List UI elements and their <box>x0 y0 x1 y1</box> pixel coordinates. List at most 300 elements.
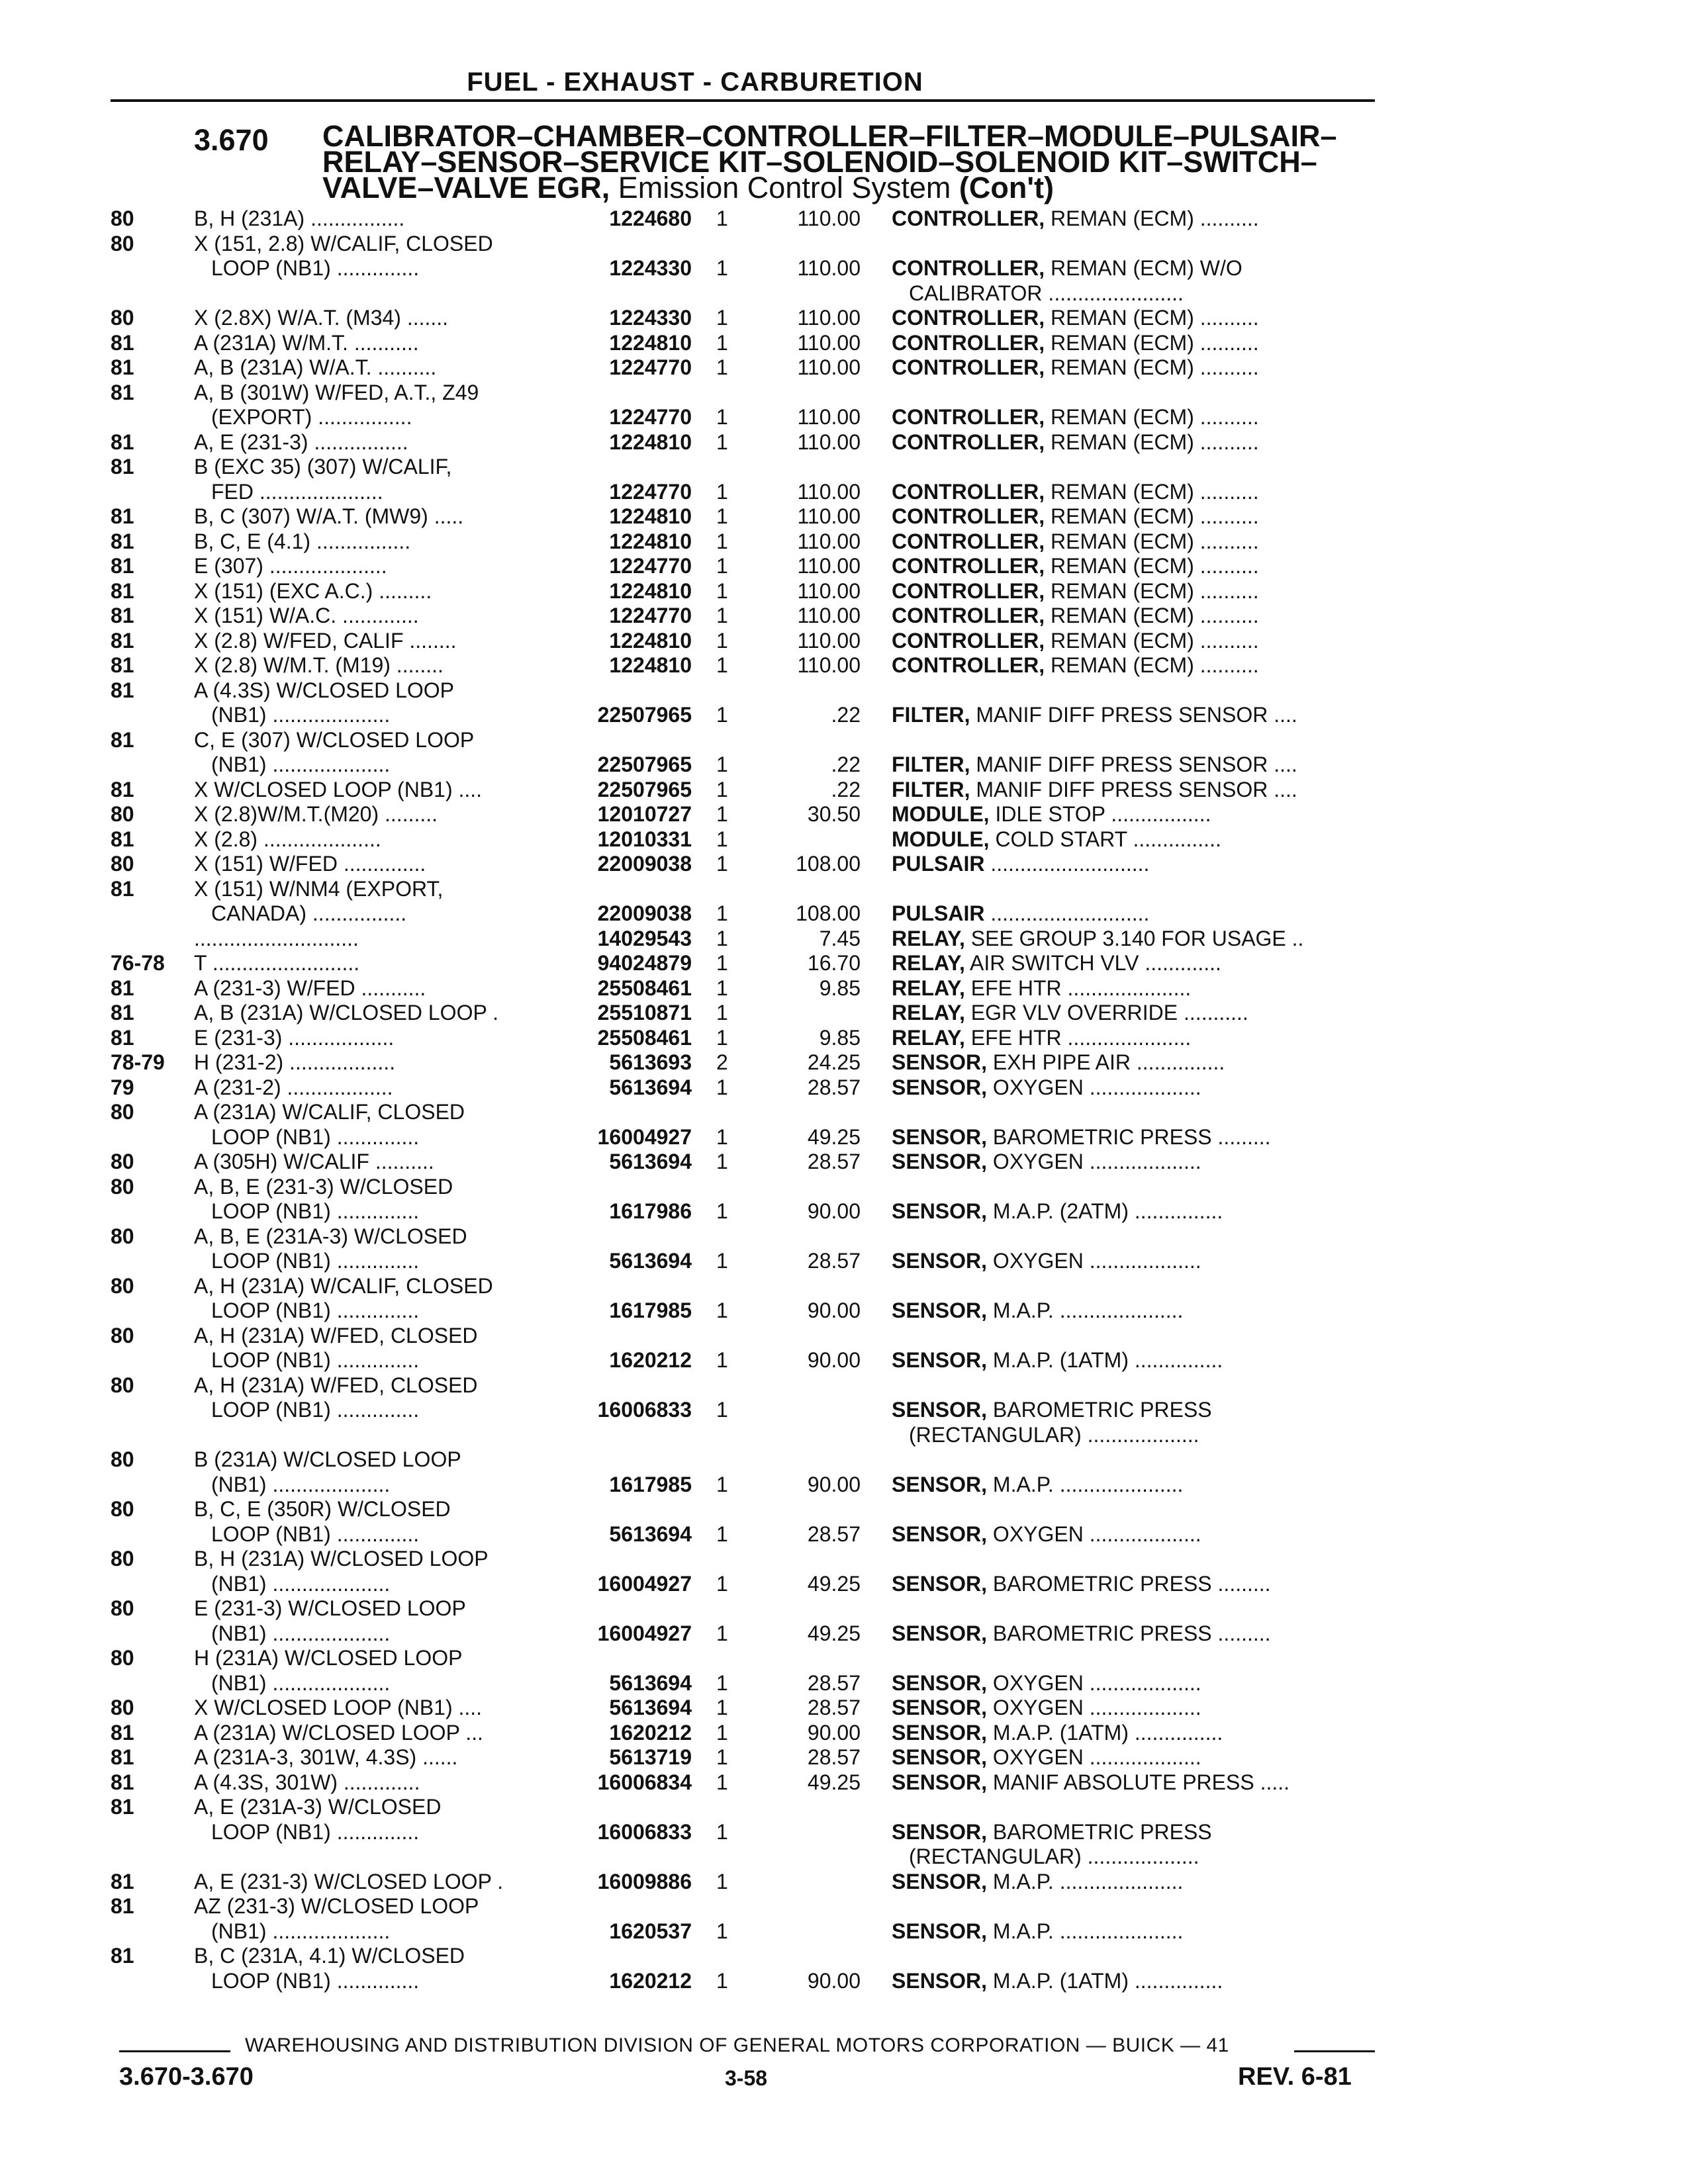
row-description-detail: OXYGEN ................... <box>987 1075 1201 1099</box>
row-description-detail: BAROMETRIC PRESS ......... <box>987 1571 1271 1596</box>
table-row <box>0 678 1390 704</box>
table-row <box>0 827 1390 852</box>
row-quantity: 1 <box>716 1720 728 1745</box>
row-model: X (2.8) W/M.T. (M19) ........ <box>194 653 444 677</box>
row-description-name: CONTROLLER, <box>892 256 1045 280</box>
row-price: 110.00 <box>797 554 861 578</box>
table-row <box>0 1100 1390 1125</box>
table-row <box>0 355 1390 381</box>
section-number: 3.670 <box>194 123 269 157</box>
row-description-name: FILTER, <box>892 777 970 801</box>
row-quantity: 1 <box>716 1150 728 1173</box>
row-quantity: 1 <box>716 554 728 578</box>
row-description-detail: REMAN (ECM) .......... <box>1045 355 1259 379</box>
row-model: (NB1) .................... <box>211 1472 391 1496</box>
row-price: 110.00 <box>797 479 861 504</box>
row-description <box>892 604 1372 628</box>
row-description-name: SENSOR, <box>892 1770 988 1794</box>
row-part-number: 12010331 <box>597 827 692 851</box>
row-description-detail: ........................... <box>984 901 1150 925</box>
section-title-line: CALIBRATOR–CHAMBER–CONTROLLER–FILTER–MODULE–PULSAIR– <box>322 119 1337 153</box>
row-description <box>892 1621 1372 1646</box>
row-description-name: SENSOR, <box>892 1249 988 1273</box>
row-description <box>892 306 1372 330</box>
row-description-name: RELAY, <box>892 976 965 1000</box>
row-model: A (231A-3, 301W, 4.3S) ...... <box>194 1745 458 1769</box>
row-description <box>892 1075 1372 1100</box>
row-price: 28.57 <box>807 1150 861 1173</box>
section-title-line: RELAY–SENSOR–SERVICE KIT–SOLENOID–SOLENOID KIT–SWITCH– <box>322 145 1317 179</box>
row-model: H (231-2) .................. <box>194 1050 396 1074</box>
table-row <box>0 256 1390 281</box>
row-model: A (4.3S) W/CLOSED LOOP <box>194 678 454 702</box>
row-model: E (231-3) .................. <box>194 1025 395 1050</box>
table-row <box>0 1026 1390 1051</box>
row-year: 81 <box>111 628 134 653</box>
row-model: A, E (231-3) W/CLOSED LOOP . <box>194 1869 504 1893</box>
row-part-number: 1224330 <box>609 256 692 280</box>
row-year: 80 <box>111 1373 134 1397</box>
row-year: 81 <box>111 876 134 901</box>
row-model: X (2.8) .................... <box>194 827 381 851</box>
row-part-number: 16004927 <box>597 1571 692 1596</box>
row-description <box>892 1572 1372 1596</box>
row-description-name: CONTROLLER, <box>892 355 1045 379</box>
row-part-number: 5613719 <box>609 1745 692 1769</box>
row-year: 81 <box>111 1001 134 1024</box>
row-description <box>892 629 1372 653</box>
section-title-bold: VALVE–VALVE EGR, <box>322 171 618 205</box>
row-model: X (151) (EXC A.C.) ......... <box>194 578 432 603</box>
row-model: LOOP (NB1) .............. <box>211 1199 420 1223</box>
row-model: B, H (231A) ................ <box>194 206 405 230</box>
row-description <box>892 951 1372 976</box>
row-description-name: RELAY, <box>892 926 965 950</box>
row-model: A, H (231A) W/FED, CLOSED <box>194 1373 478 1397</box>
row-part-number: 1224810 <box>609 504 692 528</box>
table-row <box>0 1348 1390 1373</box>
row-part-number: 1620537 <box>609 1919 692 1943</box>
row-price: 24.25 <box>807 1050 861 1074</box>
row-description-detail: REMAN (ECM) .......... <box>1045 479 1259 504</box>
row-model: A, B (231A) W/CLOSED LOOP . <box>194 1001 498 1024</box>
row-year: 81 <box>111 1869 134 1893</box>
table-row <box>0 1944 1390 1969</box>
row-description-detail: REMAN (ECM) .......... <box>1045 206 1259 230</box>
table-row <box>0 1497 1390 1522</box>
parts-table <box>0 206 1390 1993</box>
row-description-detail: BAROMETRIC PRESS ......... <box>987 1124 1271 1149</box>
table-row <box>0 1671 1390 1696</box>
row-description-detail: M.A.P. ..................... <box>987 1919 1184 1943</box>
table-row <box>0 1646 1390 1671</box>
row-description <box>892 1919 1372 1944</box>
table-row <box>0 703 1390 728</box>
row-quantity: 1 <box>716 827 728 851</box>
row-description-name: CONTROLLER, <box>892 206 1045 230</box>
row-description-name: CONTROLLER, <box>892 330 1045 355</box>
row-quantity: 1 <box>716 703 728 727</box>
row-model: A, H (231A) W/FED, CLOSED <box>194 1323 478 1347</box>
row-description <box>892 752 1372 777</box>
row-year: 80 <box>111 1100 134 1124</box>
row-quantity: 1 <box>716 330 728 355</box>
row-quantity: 1 <box>716 752 728 776</box>
row-year: 80 <box>111 802 134 826</box>
table-row <box>0 1324 1390 1349</box>
row-year: 80 <box>111 1323 134 1347</box>
row-price: 28.57 <box>807 1696 861 1719</box>
row-model: B, C (307) W/A.T. (MW9) ..... <box>194 504 464 528</box>
row-year: 81 <box>111 976 134 1000</box>
row-quantity: 1 <box>716 529 728 553</box>
section-title <box>322 119 1382 205</box>
row-price: 110.00 <box>797 330 861 355</box>
row-part-number: 22507965 <box>597 777 692 801</box>
row-description-detail: BAROMETRIC PRESS ......... <box>987 1621 1271 1645</box>
row-part-number: 25510871 <box>597 1001 692 1024</box>
row-description-detail: OXYGEN ................... <box>987 1249 1201 1273</box>
row-model: A, H (231A) W/CALIF, CLOSED <box>194 1273 493 1298</box>
row-model: (NB1) .................... <box>211 1919 391 1943</box>
row-description-name: SENSOR, <box>892 1199 988 1223</box>
row-price: 90.00 <box>807 1968 861 1993</box>
footer-rule-left <box>119 2050 230 2052</box>
row-description-name: CONTROLLER, <box>892 653 1045 677</box>
row-price: 7.45 <box>819 926 861 950</box>
row-year: 80 <box>111 1646 134 1670</box>
row-description-name: PULSAIR <box>892 852 985 876</box>
row-year: 80 <box>111 852 134 876</box>
row-price: 108.00 <box>796 901 861 925</box>
row-price: 90.00 <box>807 1348 861 1372</box>
row-description-detail: REMAN (ECM) .......... <box>1045 306 1259 330</box>
row-year: 81 <box>111 1720 134 1745</box>
row-part-number: 1224810 <box>609 430 692 454</box>
row-quantity: 1 <box>716 479 728 504</box>
row-description-detail: REMAN (ECM) .......... <box>1045 529 1259 553</box>
table-row <box>0 381 1390 406</box>
row-description <box>892 927 1372 951</box>
row-price: 28.57 <box>807 1522 861 1546</box>
table-row <box>0 529 1390 555</box>
row-part-number: 1620212 <box>609 1968 692 1993</box>
row-description <box>892 1870 1372 1894</box>
row-description-name: CONTROLLER, <box>892 430 1045 454</box>
row-quantity: 1 <box>716 951 728 975</box>
table-row <box>0 1572 1390 1597</box>
row-year: 79 <box>111 1075 134 1099</box>
row-model: A, B (301W) W/FED, A.T., Z49 <box>194 380 479 404</box>
table-row <box>0 1175 1390 1200</box>
row-description <box>892 976 1372 1001</box>
row-description-name: SENSOR, <box>892 1124 988 1149</box>
row-description-name: SENSOR, <box>892 1745 988 1769</box>
table-row <box>0 1150 1390 1175</box>
row-year: 81 <box>111 355 134 379</box>
row-model: AZ (231-3) W/CLOSED LOOP <box>194 1894 479 1918</box>
row-part-number: 16006834 <box>597 1770 692 1794</box>
row-part-number: 1224810 <box>609 330 692 355</box>
row-price: 110.00 <box>797 306 861 330</box>
table-row <box>0 1621 1390 1647</box>
table-row <box>0 480 1390 505</box>
row-description-detail: OXYGEN ................... <box>987 1522 1201 1546</box>
row-year: 81 <box>111 330 134 355</box>
table-row <box>0 1398 1390 1423</box>
row-price: 110.00 <box>797 653 861 677</box>
row-quantity: 1 <box>716 1472 728 1496</box>
row-year: 80 <box>111 1174 134 1199</box>
table-row <box>0 1125 1390 1150</box>
row-quantity: 1 <box>716 1298 728 1322</box>
row-part-number: 5613694 <box>609 1670 692 1695</box>
row-year: 80 <box>111 1596 134 1620</box>
row-quantity: 1 <box>716 1819 728 1844</box>
row-quantity: 1 <box>716 1522 728 1546</box>
row-price: 49.25 <box>807 1571 861 1596</box>
row-year: 80 <box>111 231 134 255</box>
row-year: 80 <box>111 306 134 330</box>
row-price: 9.85 <box>819 976 861 1000</box>
row-quantity: 1 <box>716 976 728 1000</box>
table-row <box>0 1745 1390 1770</box>
row-description-name: CONTROLLER, <box>892 604 1045 627</box>
row-year: 80 <box>111 1547 134 1570</box>
row-price: .22 <box>831 777 861 801</box>
row-price: 110.00 <box>797 604 861 627</box>
row-year: 81 <box>111 1770 134 1794</box>
table-row <box>0 206 1390 232</box>
row-part-number: 1224810 <box>609 653 692 677</box>
row-description-detail: EXH PIPE AIR ............... <box>987 1050 1225 1074</box>
row-price: 28.57 <box>807 1075 861 1099</box>
row-description-name: SENSOR, <box>892 1522 988 1546</box>
row-quantity: 1 <box>716 355 728 379</box>
table-row <box>0 1224 1390 1250</box>
row-price: 49.25 <box>807 1770 861 1794</box>
row-description <box>892 1050 1372 1075</box>
row-model: (NB1) .................... <box>211 752 391 776</box>
table-row <box>0 1249 1390 1274</box>
row-model: LOOP (NB1) .............. <box>211 1124 420 1149</box>
row-model: LOOP (NB1) .............. <box>211 1298 420 1322</box>
table-row <box>0 1770 1390 1796</box>
row-year: 80 <box>111 1447 134 1471</box>
row-part-number: 12010727 <box>597 802 692 826</box>
row-description-detail: REMAN (ECM) .......... <box>1045 405 1259 429</box>
row-part-number: 1224770 <box>609 405 692 429</box>
row-description-detail: MANIF DIFF PRESS SENSOR .... <box>970 777 1297 801</box>
row-part-number: 5613694 <box>609 1522 692 1546</box>
row-year: 80 <box>111 206 134 230</box>
row-part-number: 25508461 <box>597 1025 692 1050</box>
table-row <box>0 1820 1390 1845</box>
row-year: 81 <box>111 678 134 702</box>
row-description-name: CONTROLLER, <box>892 479 1045 504</box>
row-model: LOOP (NB1) .............. <box>211 1819 420 1844</box>
table-row <box>0 629 1390 654</box>
row-description <box>892 653 1372 678</box>
row-year: 76-78 <box>111 951 165 975</box>
row-description <box>892 480 1372 504</box>
row-quantity: 1 <box>716 604 728 627</box>
row-description <box>892 1348 1372 1373</box>
row-model: A, B, E (231A-3) W/CLOSED <box>194 1224 467 1248</box>
row-description <box>892 1398 1372 1422</box>
row-description-name: RELAY, <box>892 1025 965 1050</box>
row-description-name: SENSOR, <box>892 1398 988 1422</box>
row-model: LOOP (NB1) .............. <box>211 1249 420 1273</box>
table-row <box>0 232 1390 257</box>
table-row <box>0 1298 1390 1324</box>
row-price: 16.70 <box>807 951 861 975</box>
table-row <box>0 1596 1390 1621</box>
row-quantity: 1 <box>716 405 728 429</box>
row-part-number: 1224810 <box>609 628 692 653</box>
row-year: 81 <box>111 727 134 752</box>
row-price: 110.00 <box>797 578 861 603</box>
row-quantity: 1 <box>716 1124 728 1149</box>
table-row <box>0 752 1390 778</box>
row-price: 110.00 <box>797 430 861 454</box>
row-model: LOOP (NB1) .............. <box>211 1522 420 1546</box>
row-model: B (231A) W/CLOSED LOOP <box>194 1447 461 1471</box>
row-quantity: 1 <box>716 1696 728 1719</box>
row-description <box>892 1026 1372 1050</box>
table-row <box>0 877 1390 902</box>
row-description-detail: OXYGEN ................... <box>987 1150 1201 1173</box>
row-part-number: 5613693 <box>609 1050 692 1074</box>
row-quantity: 1 <box>716 628 728 653</box>
row-price: 90.00 <box>807 1298 861 1322</box>
row-part-number: 1224810 <box>609 529 692 553</box>
row-model: X (151) W/FED .............. <box>194 852 426 876</box>
row-description <box>892 778 1372 802</box>
row-part-number: 1224770 <box>609 479 692 504</box>
table-row <box>0 1894 1390 1919</box>
row-description <box>892 1125 1372 1150</box>
table-row <box>0 1696 1390 1721</box>
row-year: 81 <box>111 554 134 578</box>
row-price: 108.00 <box>796 852 861 876</box>
row-description-detail: SEE GROUP 3.140 FOR USAGE .. <box>964 926 1304 950</box>
row-price: .22 <box>831 752 861 776</box>
row-description-detail: OXYGEN ................... <box>987 1670 1201 1695</box>
header-rule <box>111 99 1375 102</box>
row-quantity: 1 <box>716 1968 728 1993</box>
row-part-number: 1224770 <box>609 604 692 627</box>
row-price: 110.00 <box>797 628 861 653</box>
row-part-number: 16006833 <box>597 1398 692 1422</box>
row-quantity: 1 <box>716 926 728 950</box>
row-description-detail: REMAN (ECM) W/O <box>1045 256 1243 280</box>
row-price: 28.57 <box>807 1670 861 1695</box>
row-part-number: 1620212 <box>609 1720 692 1745</box>
row-model: B, C, E (4.1) ................ <box>194 529 411 553</box>
row-description <box>892 802 1372 827</box>
row-model: X W/CLOSED LOOP (NB1) .... <box>194 777 483 801</box>
row-description-name: CONTROLLER, <box>892 504 1045 528</box>
row-model: H (231A) W/CLOSED LOOP <box>194 1646 463 1670</box>
row-description-name: FILTER, <box>892 752 970 776</box>
row-model: X (151) W/A.C. ............. <box>194 604 419 627</box>
table-row <box>0 653 1390 678</box>
row-description-name: RELAY, <box>892 1001 965 1024</box>
row-model: X (151) W/NM4 (EXPORT, <box>194 876 444 901</box>
row-description-detail: ........................... <box>984 852 1150 876</box>
row-year: 81 <box>111 827 134 851</box>
row-description-detail: M.A.P. (1ATM) ............... <box>987 1348 1223 1372</box>
row-part-number: 22009038 <box>597 852 692 876</box>
row-year: 80 <box>111 1273 134 1298</box>
row-description-name: SENSOR, <box>892 1670 988 1695</box>
table-row <box>0 1447 1390 1473</box>
row-description-detail: REMAN (ECM) .......... <box>1045 554 1259 578</box>
table-row <box>0 1919 1390 1944</box>
row-description-name: SENSOR, <box>892 1348 988 1372</box>
row-description-detail: OXYGEN ................... <box>987 1745 1201 1769</box>
row-description-detail: M.A.P. (2ATM) ............... <box>987 1199 1223 1223</box>
row-model: A (231A) W/CALIF, CLOSED <box>194 1100 465 1124</box>
row-description-name: CONTROLLER, <box>892 554 1045 578</box>
row-description <box>892 504 1372 529</box>
row-description-name: SENSOR, <box>892 1621 988 1645</box>
table-row <box>0 554 1390 579</box>
table-row <box>0 951 1390 976</box>
row-quantity: 1 <box>716 1919 728 1943</box>
row-part-number: 22507965 <box>597 752 692 776</box>
row-quantity: 1 <box>716 1745 728 1769</box>
row-description <box>892 1473 1372 1497</box>
row-model: A (231A) W/M.T. ........... <box>194 330 419 355</box>
row-description <box>892 703 1372 727</box>
table-row <box>0 405 1390 430</box>
table-row <box>0 1969 1390 1994</box>
row-description-name: RELAY, <box>892 951 965 975</box>
footer-text: WAREHOUSING AND DISTRIBUTION DIVISION OF GENERAL MOTORS CORPORATION — BUICK — 41 <box>245 2034 1229 2056</box>
row-description-name: SENSOR, <box>892 1968 988 1993</box>
row-model: X (151, 2.8) W/CALIF, CLOSED <box>194 231 493 255</box>
table-row <box>0 778 1390 803</box>
row-part-number: 1617985 <box>609 1472 692 1496</box>
row-description <box>892 1844 1389 1869</box>
row-year: 81 <box>111 504 134 528</box>
row-price: 49.25 <box>807 1124 861 1149</box>
row-part-number: 16004927 <box>597 1124 692 1149</box>
section-title-normal: Emission Control System <box>618 171 951 205</box>
row-price: 28.57 <box>807 1249 861 1273</box>
row-part-number: 1224330 <box>609 306 692 330</box>
row-description-name: CONTROLLER, <box>892 628 1045 653</box>
table-row <box>0 1423 1390 1448</box>
table-row <box>0 901 1390 927</box>
row-description-name: SENSOR, <box>892 1869 988 1893</box>
row-part-number: 1224770 <box>609 355 692 379</box>
row-description-name: SENSOR, <box>892 1298 988 1322</box>
row-description-detail: MANIF DIFF PRESS SENSOR .... <box>970 703 1297 727</box>
row-model: (EXPORT) ................ <box>211 405 412 429</box>
row-quantity: 1 <box>716 1001 728 1024</box>
row-description-name: SENSOR, <box>892 1819 988 1844</box>
row-model: LOOP (NB1) .............. <box>211 1398 420 1422</box>
row-description <box>892 1199 1372 1224</box>
row-description-detail: BAROMETRIC PRESS <box>987 1819 1212 1844</box>
row-description-name: SENSOR, <box>892 1571 988 1596</box>
row-description <box>892 901 1372 926</box>
table-row <box>0 331 1390 356</box>
row-model: LOOP (NB1) .............. <box>211 1968 420 1993</box>
